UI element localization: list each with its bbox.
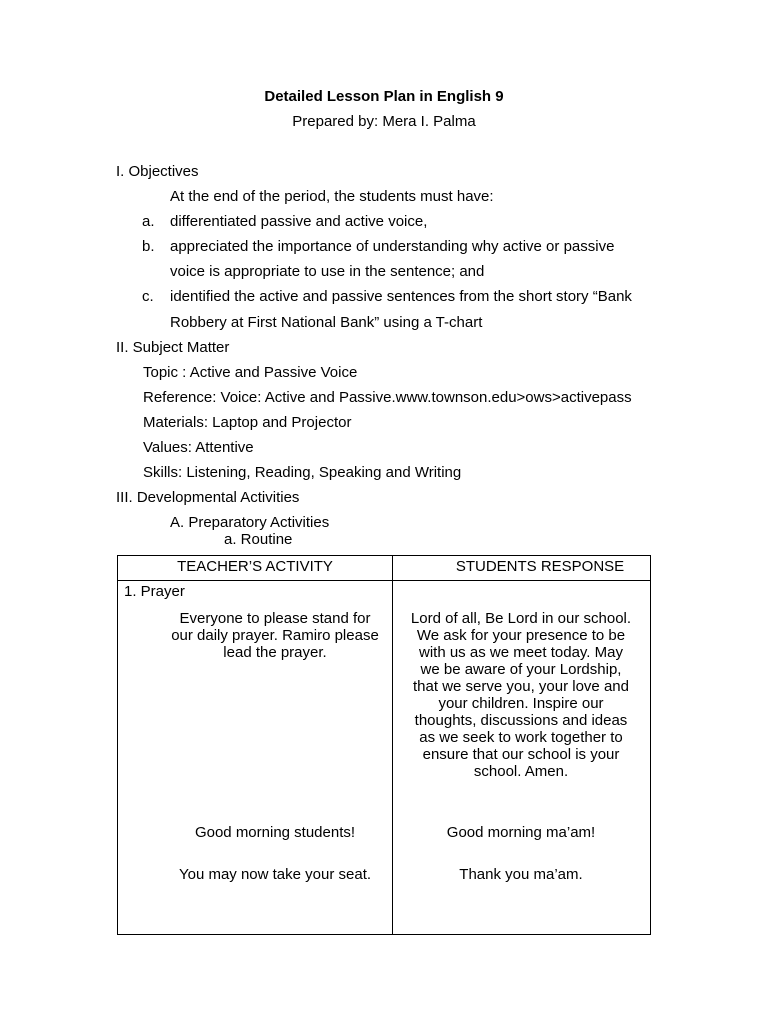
routine-table: [117, 555, 651, 935]
teacher-prayer-instruction: Everyone to please stand for our daily prayer. Ramiro please lead the prayer.: [171, 610, 379, 661]
objectives-heading: I. Objectives: [116, 163, 199, 180]
objective-letter: b.: [142, 238, 155, 255]
objective-line: identified the active and passive sentences from the short story “Bank: [170, 288, 632, 305]
objective-line: appreciated the importance of understanding why active or passive: [170, 238, 615, 255]
topic-line: Topic : Active and Passive Voice: [143, 364, 358, 381]
teacher-seat-instruction: You may now take your seat.: [178, 866, 372, 883]
routine-heading: a. Routine: [224, 531, 293, 548]
prepared-by: Prepared by: Mera I. Palma: [292, 113, 476, 130]
values-line: Values: Attentive: [143, 439, 254, 456]
header-divider: [118, 580, 650, 581]
objective-letter: c.: [142, 288, 154, 305]
subject-matter-heading: II. Subject Matter: [116, 339, 230, 356]
teacher-activity-header: TEACHER’S ACTIVITY: [177, 558, 333, 575]
objective-line: voice is appropriate to use in the sentence; and: [170, 263, 485, 280]
skills-line: Skills: Listening, Reading, Speaking and Writing: [143, 464, 462, 481]
materials-line: Materials: Laptop and Projector: [143, 414, 352, 431]
objective-letter: a.: [142, 213, 155, 230]
reference-line: Reference: Voice: Active and Passive.www.townson.edu>ows>activepass: [143, 389, 632, 406]
column-divider: [392, 556, 393, 934]
objective-line: Robbery at First National Bank” using a T-chart: [170, 314, 483, 331]
teacher-greeting: Good morning students!: [194, 824, 356, 841]
objectives-intro: At the end of the period, the students must have:: [170, 188, 494, 205]
objective-line: differentiated passive and active voice,: [170, 213, 428, 230]
prayer-section-label: 1. Prayer: [124, 583, 185, 600]
document-title: Detailed Lesson Plan in English 9: [264, 88, 504, 105]
preparatory-activities-heading: A. Preparatory Activities: [170, 514, 330, 531]
students-prayer: Lord of all, Be Lord in our school. We ask for your presence to be with us as we meet today. May we be aware of your Lordship, that we serve you, your love and your children. Inspire our thoughts, discussions and ideas as we seek to work together to ensure that our school is your school. Amen.: [410, 610, 632, 780]
students-thanks: Thank you ma’am.: [459, 866, 583, 883]
developmental-activities-heading: III. Developmental Activities: [116, 489, 300, 506]
students-response-header: STUDENTS RESPONSE: [455, 558, 625, 575]
students-greeting: Good morning ma’am!: [446, 824, 596, 841]
